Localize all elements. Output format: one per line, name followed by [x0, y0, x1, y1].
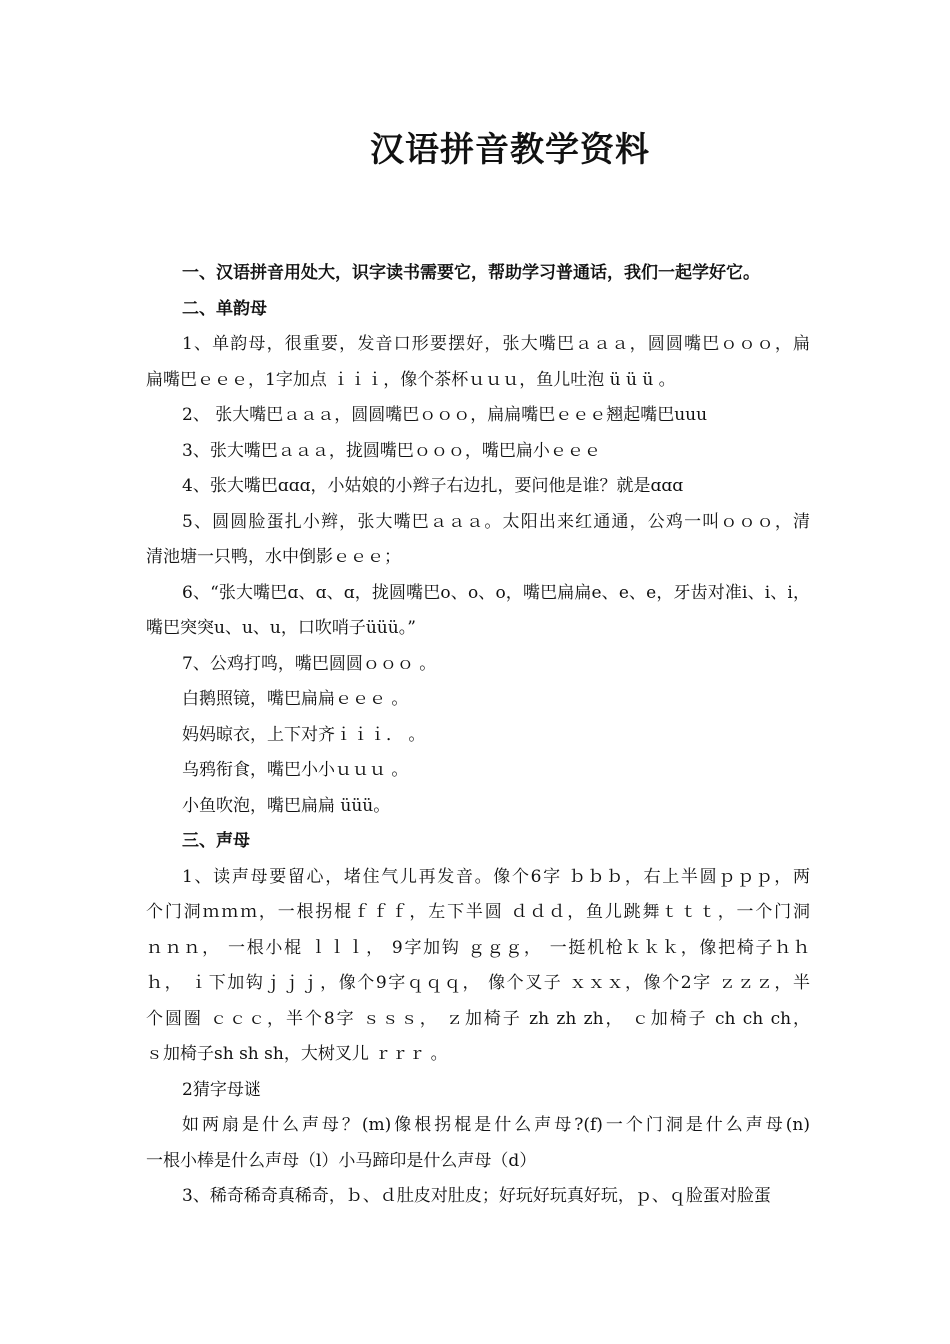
text-line: 一根小棒是什么声母（l）小马蹄印是什么声母（d）	[146, 1150, 537, 1171]
text-line: 扁嘴巴ｅｅｅ，1字加点 ｉｉｉ，像个茶杯ｕｕｕ，鱼儿吐泡 ü ü ü 。	[146, 369, 676, 390]
paragraph	[146, 434, 810, 470]
text-line: 乌鸦衔食，嘴巴小小ｕｕｕ 。	[182, 760, 409, 780]
paragraph	[146, 860, 810, 1073]
text-line: 一、汉语拼音用处大，识字读书需要它，帮助学习普通话，我们一起学好它。	[182, 263, 760, 283]
text-line: 清池塘一只鸭，水中倒影ｅｅｅ；	[146, 547, 401, 567]
paragraph	[146, 327, 810, 398]
text-line: 如两扇是什么声母？(m)像根拐棍是什么声母?(f)一个门洞是什么声母(n)	[182, 1115, 810, 1135]
paragraph	[146, 753, 810, 789]
text-line: 4、张大嘴巴ɑɑɑ，小姑娘的小辫子右边扎，要问他是谁？就是ɑɑɑ	[182, 476, 684, 496]
paragraph	[146, 505, 810, 576]
section-heading	[146, 824, 810, 860]
paragraph	[146, 398, 810, 434]
document-title: 汉语拼音教学资料	[370, 130, 650, 170]
text-line: 6、“张大嘴巴ɑ、ɑ、ɑ，拢圆嘴巴ο、ο、ο，嘴巴扁扁е、е、е，牙齿对准ⅰ、ⅰ、ⅰ，	[182, 582, 810, 603]
paragraph	[146, 647, 810, 683]
section-heading	[146, 292, 810, 328]
paragraph	[146, 1108, 810, 1179]
text-line: 5、圆圆脸蛋扎小辫，张大嘴巴ａａａ。太阳出来红通通，公鸡一叫ｏｏｏ，清	[182, 511, 810, 532]
text-line: 7、公鸡打鸣，嘴巴圆圆ｏｏｏ 。	[182, 653, 437, 674]
text-line: 小鱼吹泡，嘴巴扁扁 üüü。	[182, 795, 391, 816]
paragraph	[146, 469, 810, 505]
section-heading	[146, 256, 810, 292]
text-line: 白鹅照镜，嘴巴扁扁ｅｅｅ 。	[182, 689, 409, 709]
text-line: 妈妈晾衣，上下对齐ｉｉｉ． 。	[182, 724, 426, 745]
text-line: 1、单韵母，很重要，发音口形要摆好，张大嘴巴ａａａ，圆圆嘴巴ｏｏｏ，扁	[182, 334, 810, 354]
paragraph	[146, 576, 810, 647]
text-line: ｎｎｎ， 一根小棍 ｌｌｌ， 9字加钩 ｇｇｇ， 一挺机枪ｋｋｋ，像把椅子ｈｈ	[146, 937, 810, 958]
text-line: 个圆圈 ｃｃｃ，半个8字 ｓｓｓ， ｚ加椅子 zh zh zh， ｃ加椅子 ch ch ch，	[146, 1008, 810, 1029]
paragraph	[146, 682, 810, 718]
text-line: 二、单韵母	[182, 298, 267, 319]
text-line: 1、读声母要留心，堵住气儿再发音。像个6字 ｂｂｂ，右上半圆ｐｐｐ，两	[182, 866, 810, 887]
paragraph	[146, 789, 810, 825]
document-body	[146, 256, 810, 1215]
paragraph	[146, 1073, 810, 1109]
text-line: ｓ加椅子sh sh sh，大树叉儿 ｒｒｒ 。	[146, 1044, 448, 1064]
text-line: 三、声母	[182, 831, 250, 851]
text-line: 2猜字母谜	[182, 1079, 261, 1100]
text-line: 3、稀奇稀奇真稀奇，ｂ、ｄ肚皮对肚皮；好玩好玩真好玩，ｐ、ｑ脸蛋对脸蛋	[182, 1186, 771, 1206]
text-line: ｈ， ｉ下加钩ｊｊｊ，像个9字ｑｑｑ， 像个叉子 ｘｘｘ，像个2字 ｚｚｚ，半	[146, 973, 810, 993]
text-line: 嘴巴突突ս、ս、ս，口吹哨子üüü。”	[146, 618, 416, 638]
paragraph	[146, 1179, 810, 1215]
text-line: 3、张大嘴巴ａａａ，拢圆嘴巴ｏｏｏ，嘴巴扁小ｅｅｅ	[182, 440, 601, 461]
paragraph	[146, 718, 810, 754]
text-line: 2、 张大嘴巴ａａａ，圆圆嘴巴ｏｏｏ，扁扁嘴巴ｅｅｅ翘起嘴巴uuu	[182, 405, 708, 425]
text-line: 个门洞ｍｍｍ，一根拐棍ｆｆｆ，左下半圆 ｄｄｄ，鱼儿跳舞ｔｔｔ，一个门洞	[146, 902, 810, 922]
